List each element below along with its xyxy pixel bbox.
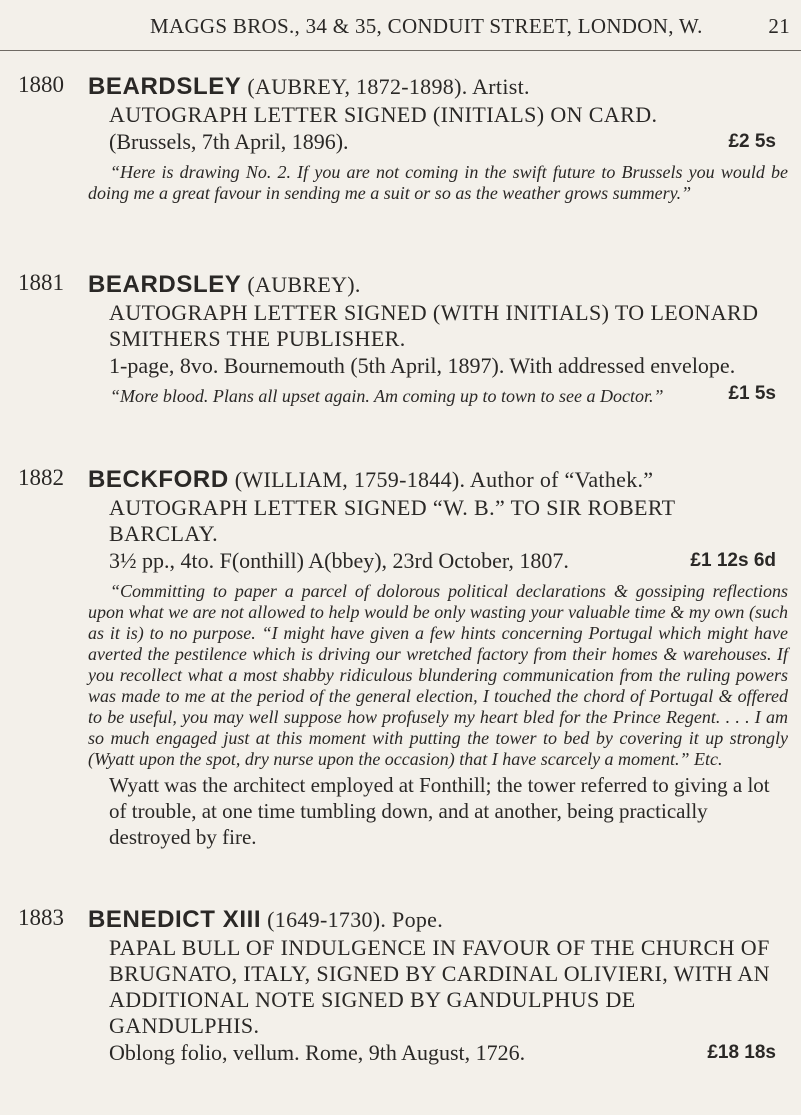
entry-heading <box>88 465 788 495</box>
item-title: AUTOGRAPH LETTER SIGNED (WITH INITIALS) TO LEONARD SMITHERS THE PUBLISHER. <box>109 300 759 351</box>
quotation: “More blood. Plans all upset again. Am coming up to town to see a Doctor.” <box>110 386 664 406</box>
author-name: BEARDSLEY <box>88 271 242 298</box>
editorial-note: Wyatt was the architect employed at Fonthill; the tower referred to giving a lot of trouble, at one time tumbling down, and at another, being practically destroyed by fire. <box>109 773 770 849</box>
header-rule <box>0 50 801 51</box>
quotation: “Committing to paper a parcel of dolorous political declarations & gossiping reflections upon what we are not allowed to help would be only wasting your valuable time & my own (such as it is) to no purpose. “I might have given a few hints concerning Portugal which might have averted the pestilence which is driving our wretched factory from their homes & warehouses. If you recollect what a most shabby ridiculous blundering communication from the ruling powers was made to me at the period of the general election, I touched the chord of Portugal & offered to be useful, you may well suppose how profusely my heart bled for the Prince Regent. . . . I am so much engaged just at this moment with putting the tower to bed by covering it up strongly (Wyatt upon the spot, dry nurse upon the occasion) that I have scarcely a moment.” Etc. <box>88 581 788 769</box>
lot-number: 1882 <box>18 465 64 490</box>
price: £1 12s 6d <box>690 550 776 571</box>
page-header <box>150 14 790 39</box>
author-detail: (1649-1730). Pope. <box>267 907 444 932</box>
quotation: “Here is drawing No. 2. If you are not coming in the swift future to Brussels you would be doing me a great favour in sending me a suit or so as the weather grows summery.” <box>88 162 788 203</box>
item-title: AUTOGRAPH LETTER SIGNED (INITIALS) ON CARD. <box>109 102 658 127</box>
price: £1 5s <box>728 383 776 404</box>
lot-number: 1881 <box>18 270 64 295</box>
lot-number: 1883 <box>18 905 64 930</box>
price: £18 18s <box>707 1042 776 1063</box>
price: £2 5s <box>728 131 776 152</box>
author-detail: (AUBREY, 1872-1898). Artist. <box>247 74 530 99</box>
item-description <box>109 128 788 156</box>
desc-text: 3½ pp., 4to. F(onthill) A(bbey), 23rd October, 1807. <box>109 548 569 573</box>
item-description <box>109 1039 788 1067</box>
author-detail: (AUBREY). <box>247 272 361 297</box>
page-number: 21 <box>768 14 790 38</box>
author-name: BENEDICT XIII <box>88 906 262 933</box>
item-description <box>109 547 788 575</box>
author-name: BECKFORD <box>88 466 229 493</box>
entry-heading <box>88 270 788 300</box>
desc-text: 1-page, 8vo. Bournemouth (5th April, 1897). With addressed envelope. <box>109 353 736 378</box>
desc-text: (Brussels, 7th April, 1896). <box>109 129 349 154</box>
lot-number: 1880 <box>18 72 64 97</box>
author-name: BEARDSLEY <box>88 73 242 100</box>
item-title: AUTOGRAPH LETTER SIGNED “W. B.” TO SIR ROBERT BARCLAY. <box>109 495 676 546</box>
running-head: MAGGS BROS., 34 & 35, CONDUIT STREET, LONDON, W. <box>150 14 703 38</box>
desc-text: Oblong folio, vellum. Rome, 9th August, 1726. <box>109 1040 526 1065</box>
entry-heading <box>88 72 788 102</box>
item-title: PAPAL BULL OF INDULGENCE IN FAVOUR OF THE CHURCH OF BRUGNATO, ITALY, SIGNED BY CARDINAL OLIVIERI, WITH AN ADDITIONAL NOTE SIGNED BY GANDULPHUS DE GANDULPHIS. <box>109 935 770 1038</box>
author-detail: (WILLIAM, 1759-1844). Author of “Vathek.” <box>234 467 654 492</box>
entry-heading <box>88 905 788 935</box>
